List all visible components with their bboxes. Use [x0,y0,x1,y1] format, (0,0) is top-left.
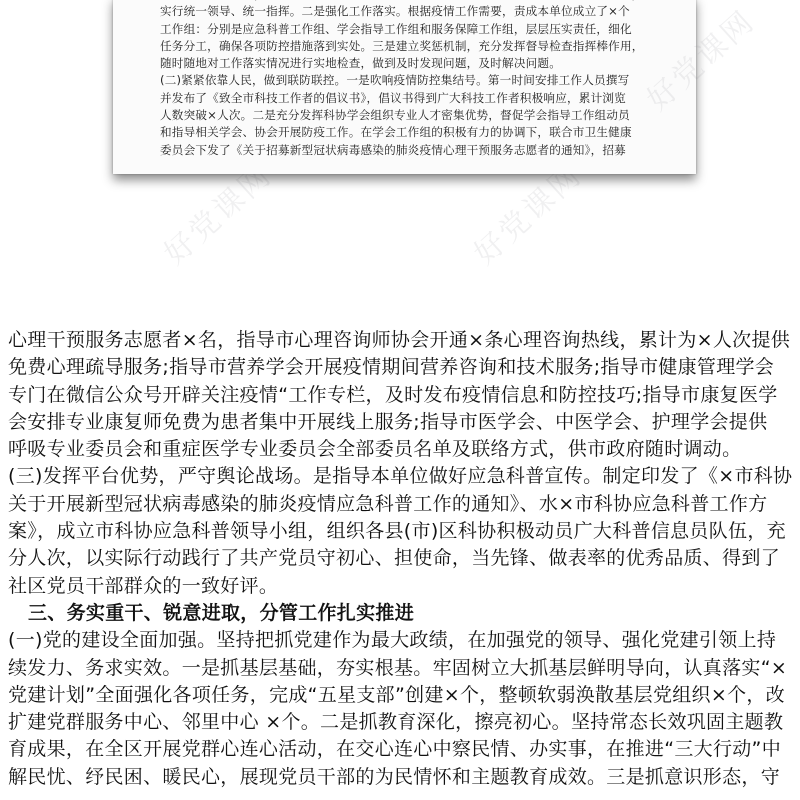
body-line: 解民忧、纾民困、暖民心，展现党员干部的为民情怀和主题教育成效。三是抓意识形态，守 [8,765,781,788]
body-line: 呼吸专业委员会和重症医学专业委员会全部委员名单及联络方式，供市政府随时调动。 [8,438,742,461]
preview-line: 随时随地对工作落实情况进行实地检查，做到及时发现问题，及时解决问题。 [160,56,561,71]
section-heading: 三、务实重干、锐意进取，分管工作扎实推进 [28,601,415,624]
preview-line: 和指导相关学会、协会开展防疫工作。在学会工作组的积极有力的协调下，联合市卫生健康 [160,125,632,140]
body-line: 分人次，以实际行动践行了共产党员守初心、担使命，当先锋、做表率的优秀品质、得到了 [8,547,781,570]
body-line: 育成果，在全区开展党群心连心活动，在交心连心中察民情、办实事，在推进“三大行动”中 [8,738,781,761]
preview-line: 人数突破×人次。二是充分发挥科协学会组织专业人才密集优势，督促学会指导工作组动员 [160,108,630,123]
body-line: 扩建党群服务中心、邻里中心 ×个。二是抓教育深化，擦亮初心。坚持常态长效巩固主题教 [8,711,784,734]
body-line: 案》，成立市科协应急科普领导小组，组织各县(市)区科协积极动员广大科普信息员队伍，充 [8,520,786,543]
watermark: 好党课网 [467,157,590,272]
preview-line: 并发布了《致全市科技工作者的倡议书》，倡议书得到广大科技工作者积极响应，累计浏览 [160,90,626,105]
body-line: 心理干预服务志愿者×名，指导市心理咨询师协会开通×条心理咨询热线，累计为×人次提供 [8,329,791,351]
body-line: 专门在微信公众号开辟关注疫情“工作专栏，及时发布疫情信息和防控技巧;指导市康复医学 [8,383,778,406]
body-line: 关于开展新型冠状病毒感染的肺炎疫情应急科普工作的通知》、水×市科协应急科普工作方 [8,492,768,515]
body-line: 续发力、务求实效。一是抓基层基础，夯实根基。牢固树立大抓基层鲜明导向，认真落实“× [8,656,788,679]
watermark: 好党课网 [640,3,763,118]
body-line: 免费心理疏导服务;指导市营养学会开展疫情期间营养咨询和技术服务;指导市健康管理学会 [8,356,775,379]
preview-line: 委员会下发了《关于招募新型冠状病毒感染的肺炎疫情心理干预服务志愿者的通知》，招募 [160,142,626,157]
preview-line: 工作组：分别是应急科普工作组、学会指导工作组和服务保障工作组，层层压实责任，细化 [160,21,632,36]
preview-line: 实行统一领导、统一指挥。二是强化工作落实。根据疫情工作需要，责成本单位成立了×个 [160,4,630,19]
preview-line: 任务分工，确保各项防控措施落到实处。三是建立奖惩机制，充分发挥督导检查指挥棒作用， [160,38,644,53]
preview-line: (二)紧紧依靠人民，做到联防联控。一是吹响疫情防控集结号。第一时间安排工作人员撰写 [160,73,630,88]
body-line: 会安排专业康复师免费为患者集中开展线上服务;指导市医学会、中医学会、护理学会提供 [8,410,768,433]
preview-text [160,0,660,159]
document-body [8,327,798,791]
watermark: 好党课网 [157,157,280,272]
body-line: (三)发挥平台优势，严守舆论战场。是指导本单位做好应急科普宣传。制定印发了《×市科协 [8,465,793,488]
body-line: 社区党员干部群众的一致好评。 [8,574,279,597]
page-preview-card [113,0,763,174]
body-line: (一)党的建设全面加强。坚持把抓党建作为最大政绩，在加强党的领导、强化党建引领上持 [8,629,777,652]
body-line: 党建计划”全面强化各项任务，完成“五星支部”创建×个，整顿软弱涣散基层党组织×个，改 [8,683,785,706]
